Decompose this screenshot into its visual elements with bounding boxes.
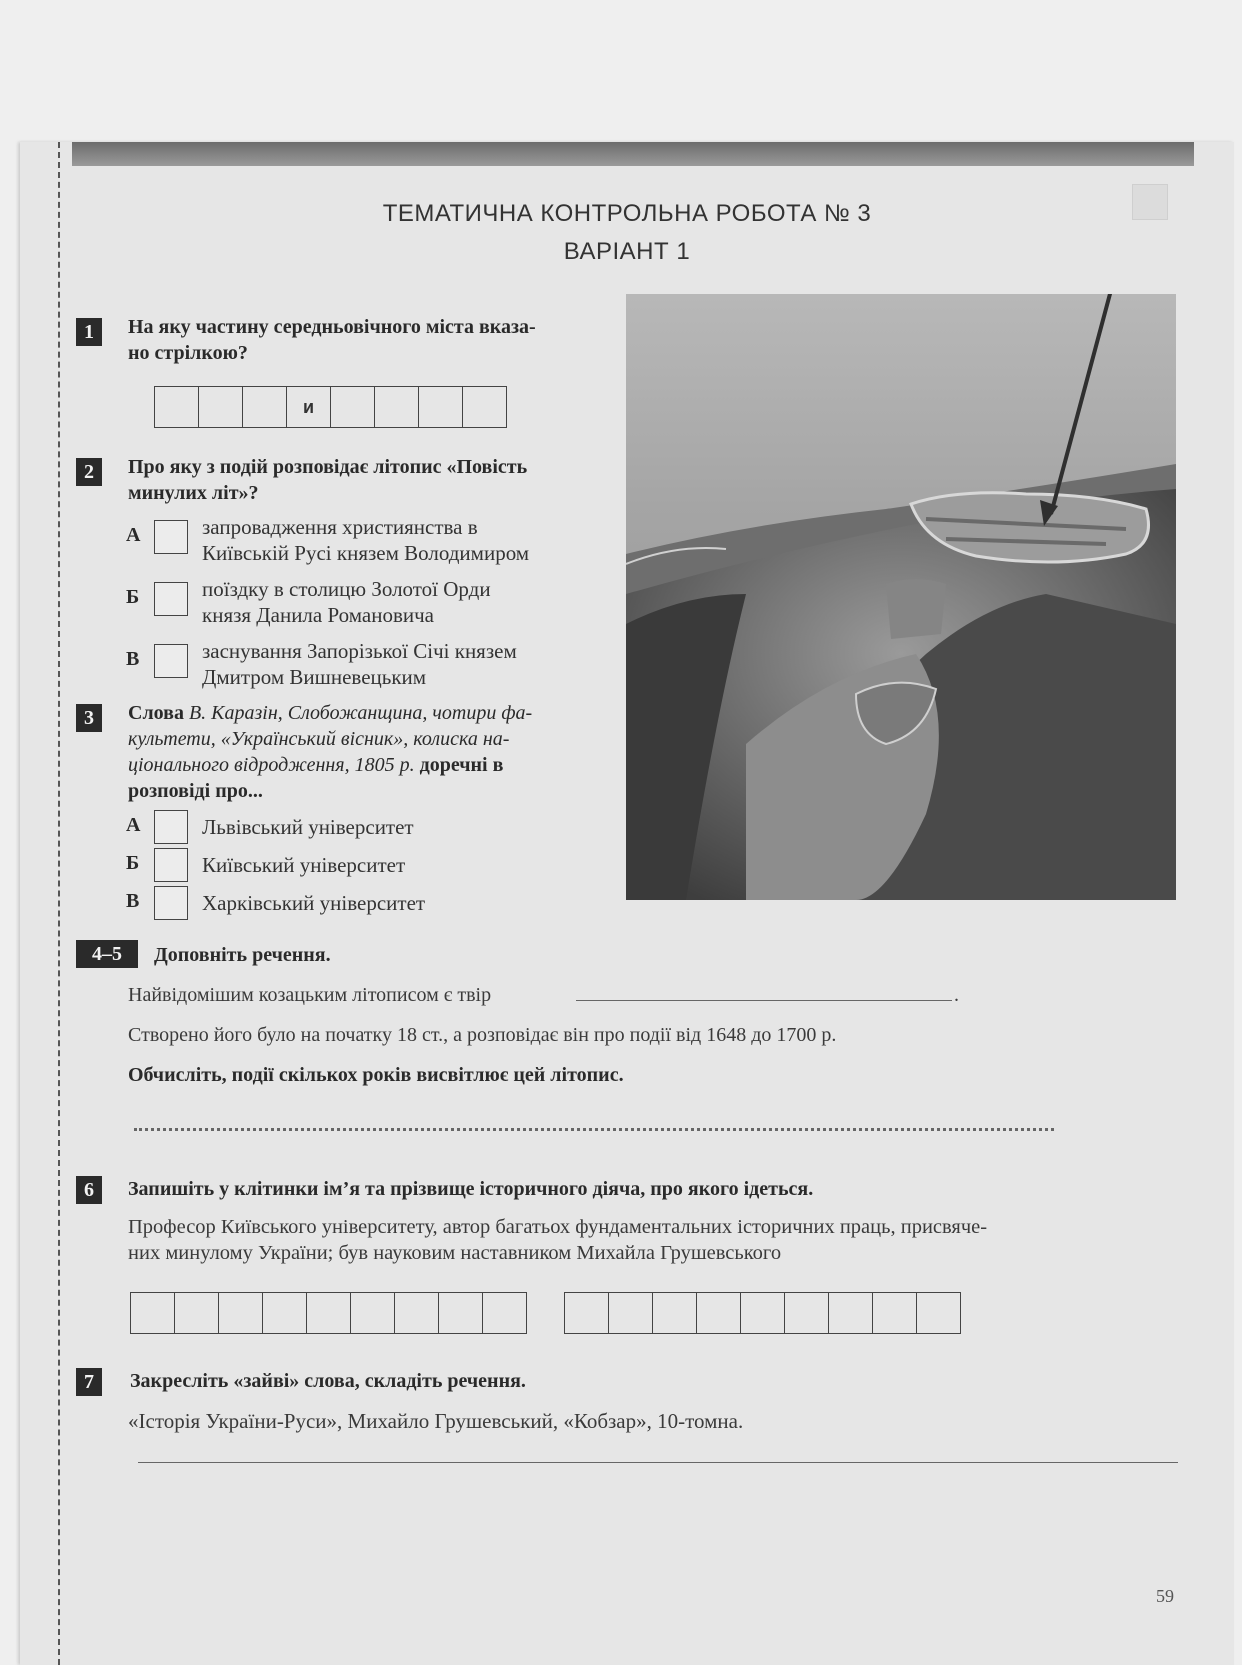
letter-cell[interactable]	[653, 1293, 697, 1333]
question-number-6: 6	[76, 1176, 102, 1204]
letter-cell[interactable]	[785, 1293, 829, 1333]
question-4-5-line-1-end: .	[954, 984, 959, 1006]
q3-italic-1: В. Каразін, Слобожанщина, чотири фа-	[188, 702, 533, 724]
question-2-line-2: минулих літ»?	[128, 482, 259, 504]
question-3-line-2	[128, 726, 618, 752]
medieval-city-illustration	[626, 294, 1176, 900]
question-number-1: 1	[76, 318, 102, 346]
option-b-line-2: князя Данила Романовича	[202, 603, 434, 627]
letter-cell[interactable]	[609, 1293, 653, 1333]
letter-cell[interactable]	[131, 1293, 175, 1333]
question-3-line-3	[128, 752, 618, 778]
question-4-5-line-3: Обчисліть, події скількох років висвітлює цей літопис.	[128, 1064, 624, 1086]
letter-cell[interactable]	[307, 1293, 351, 1333]
option-letter-b: Б	[126, 586, 140, 608]
q3-option-text-b: Київський університет	[202, 853, 406, 877]
question-6-line-2: них минулому України; був науковим наставником Михайла Грушевського	[128, 1242, 782, 1264]
letter-cell[interactable]	[243, 387, 287, 427]
cut-line	[58, 142, 60, 1665]
q3-italic-2: культети, «Український вісник», колиска на-	[128, 728, 510, 750]
header-bar	[72, 142, 1194, 166]
letter-cell[interactable]	[351, 1293, 395, 1333]
letter-cell[interactable]	[873, 1293, 917, 1333]
letter-cell[interactable]	[375, 387, 419, 427]
letter-cell[interactable]	[263, 1293, 307, 1333]
question-7-words: «Історія України-Руси», Михайло Грушевський, «Кобзар», 10-томна.	[128, 1409, 744, 1433]
question-3-line-4	[128, 778, 618, 804]
option-letter-a: А	[126, 524, 141, 546]
option-b-line-1: поїздку в столицю Золотої Орди	[202, 577, 491, 601]
answer-letter-grid-1[interactable]	[154, 386, 507, 428]
letter-cell[interactable]	[565, 1293, 609, 1333]
letter-cell[interactable]	[419, 387, 463, 427]
q3-option-checkbox-a[interactable]	[154, 810, 188, 844]
q3-option-letter-a: А	[126, 814, 141, 836]
medieval-city-photo	[626, 294, 1176, 900]
option-checkbox-a[interactable]	[154, 520, 188, 554]
q3-option-letter-v: В	[126, 890, 140, 912]
q3-bold-4: розповіді про...	[128, 780, 263, 802]
q3-option-letter-b: Б	[126, 852, 140, 874]
question-2-text	[128, 454, 618, 506]
question-number-4-5: 4–5	[76, 940, 138, 968]
question-7-heading: Закресліть «зайві» слова, складіть речення.	[130, 1370, 526, 1392]
q3-italic-3: ціонального відродження, 1805 р.	[128, 754, 415, 776]
option-a-line-2: Київській Русі князем Володимиром	[202, 541, 530, 565]
letter-cell[interactable]	[917, 1293, 960, 1333]
question-3-text	[128, 700, 618, 804]
q3-option-text-a: Львівський університет	[202, 815, 414, 839]
question-4-5-line-2: Створено його було на початку 18 ст., а розповідає він про події від 1648 до 1700 р.	[128, 1024, 837, 1046]
answer-blank-line[interactable]	[576, 1000, 952, 1001]
letter-cell[interactable]	[483, 1293, 526, 1333]
letter-cell[interactable]	[199, 387, 243, 427]
first-name-grid[interactable]	[130, 1292, 527, 1334]
option-text-a	[202, 514, 622, 566]
question-2-line-1: Про яку з подій розповідає літопис «Повість	[128, 456, 528, 478]
letter-cell[interactable]	[155, 387, 199, 427]
option-letter-v: В	[126, 648, 140, 670]
letter-cell[interactable]	[829, 1293, 873, 1333]
letter-cell[interactable]	[697, 1293, 741, 1333]
answer-sentence-line[interactable]	[138, 1462, 1178, 1463]
letter-cell[interactable]	[439, 1293, 483, 1333]
question-6-line-1: Професор Київського університету, автор багатьох фундаментальних історичних праць, присвяче-	[128, 1216, 988, 1238]
letter-cell[interactable]	[395, 1293, 439, 1333]
q3-option-text-v: Харківський університет	[202, 891, 426, 915]
option-text-b	[202, 576, 622, 628]
option-a-line-1: запровадження християнства в	[202, 515, 478, 539]
question-number-7: 7	[76, 1368, 102, 1396]
worksheet-page	[20, 142, 1234, 1665]
option-v-line-2: Дмитром Вишневецьким	[202, 665, 427, 689]
letter-cell[interactable]	[463, 387, 506, 427]
question-number-2: 2	[76, 458, 102, 486]
letter-cell[interactable]	[175, 1293, 219, 1333]
answer-dotted-line[interactable]	[134, 1128, 1054, 1131]
variant-title: ВАРІАНТ 1	[563, 238, 691, 265]
question-1-text	[128, 314, 608, 366]
letter-cell[interactable]	[331, 387, 375, 427]
question-4-5-heading: Доповніть речення.	[154, 944, 331, 966]
option-checkbox-b[interactable]	[154, 582, 188, 616]
q3-option-checkbox-b[interactable]	[154, 848, 188, 882]
letter-cell[interactable]	[219, 1293, 263, 1333]
question-3-line-1	[128, 700, 618, 726]
page-title: ТЕМАТИЧНА КОНТРОЛЬНА РОБОТА № 3	[382, 200, 872, 227]
page-number: 59	[1156, 1586, 1174, 1606]
last-name-grid[interactable]	[564, 1292, 961, 1334]
letter-cell[interactable]: и	[287, 387, 331, 427]
letter-cell[interactable]	[741, 1293, 785, 1333]
q3-option-checkbox-v[interactable]	[154, 886, 188, 920]
question-1-line-1: На яку частину середньовічного міста вказа-	[128, 316, 536, 338]
q3-bold-3: доречні в	[419, 754, 504, 776]
question-4-5-line-1: Найвідомішим козацьким літописом є твір	[128, 984, 492, 1006]
question-number-3: 3	[76, 704, 102, 732]
question-6-heading: Запишіть у клітинки ім’я та прізвище історичного діяча, про якого ідеться.	[128, 1178, 814, 1200]
question-1-line-2: но стрілкою?	[128, 342, 248, 364]
option-checkbox-v[interactable]	[154, 644, 188, 678]
option-text-v	[202, 638, 622, 690]
q3-bold-1: Слова	[128, 702, 184, 724]
option-v-line-1: заснування Запорізької Січі князем	[202, 639, 517, 663]
